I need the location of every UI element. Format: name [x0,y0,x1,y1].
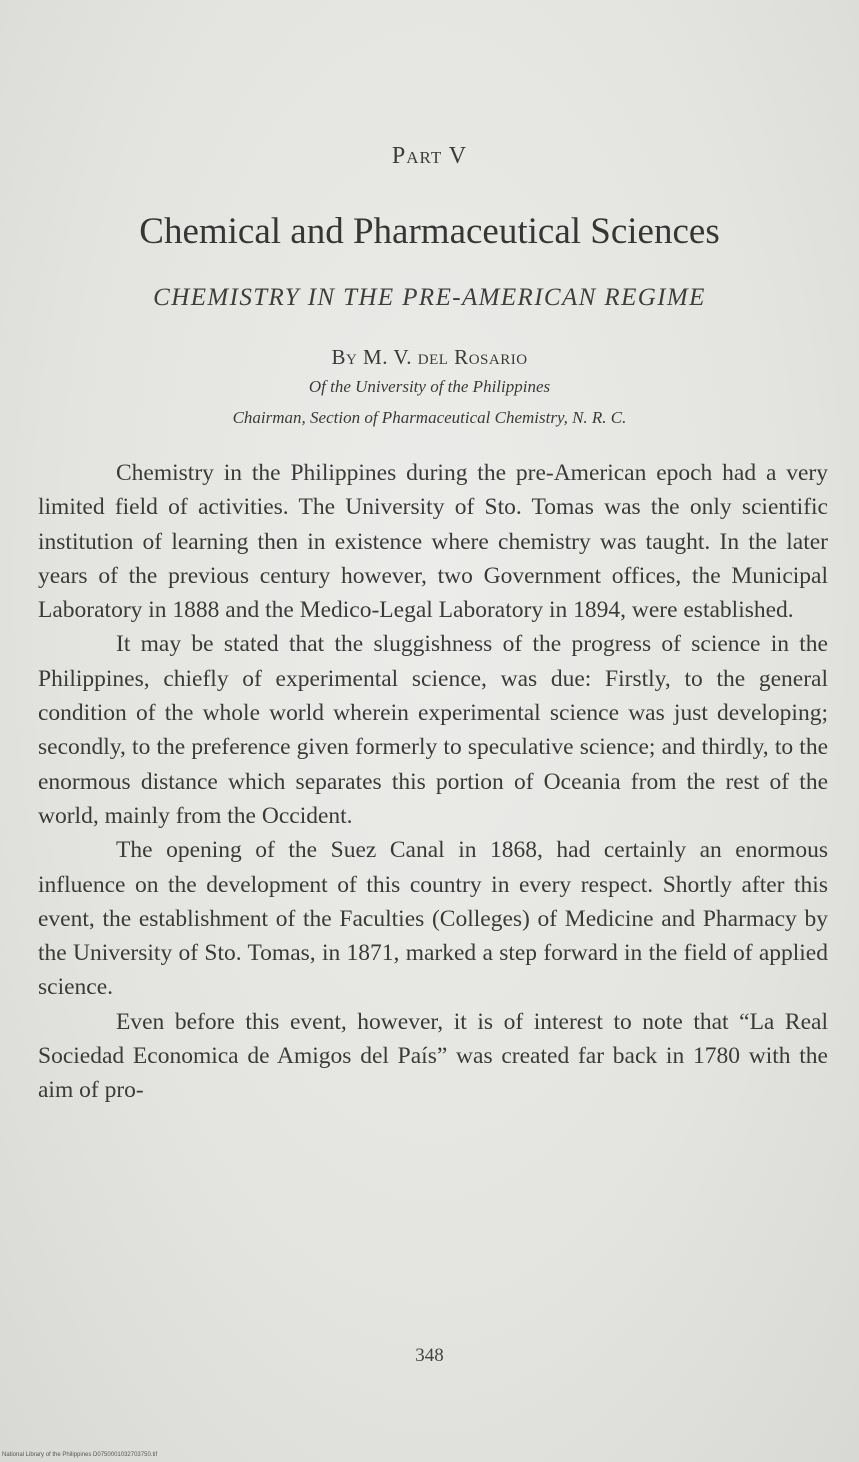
scan-credit: National Library of the Philippines D0750001032703750.tif [2,1452,158,1458]
page-number: 348 [415,1345,444,1366]
part-heading: Part V [391,143,468,169]
author-byline: By M. V. del Rosario [331,345,528,369]
paragraph-2: It may be stated that the sluggishness of the progress of science in the Philippines, chiefly of experimental science, was due: Firstly, to the general condition of the whole world wherein experimental science was just developing; secondly, to the preference given formerly to speculative science; and thirdly, to the enormous distance which separates this portion of Oceania from the rest of the world, mainly from the Occident. [38,631,828,829]
paragraph-3: The opening of the Suez Canal in 1868, had certainly an enormous influence on the development of this country in every respect. Shortly after this event, the establishment of the Faculties (Colleges) of Medicine and Pharmacy by the University of Sto. Tomas, in 1871, marked a step forward in the field of applied science. [38,837,828,1001]
article-body [38,456,828,1108]
article-title: CHEMISTRY IN THE PRE-AMERICAN REGIME [153,284,706,311]
paragraph-4: Even before this event, however, it is of interest to note that “La Real Sociedad Economica de Amigos del País” was created far back in 1780 with the aim of pro- [38,1008,828,1104]
author-affiliation: Of the University of the Philippines [308,377,551,396]
section-title: Chemical and Pharmaceutical Sciences [139,211,720,252]
paragraph-1: Chemistry in the Philippines during the pre-American epoch had a very limited field of activities. The University of Sto. Tomas was the only scientific institution of learning then in existence where chemistry was taught. In the later years of the previous century however, two Government offices, the Municipal Laboratory in 1888 and the Medico-Legal Laboratory in 1894, were established. [38,460,828,624]
author-role: Chairman, Section of Pharmaceutical Chemistry, N. R. C. [232,408,627,427]
